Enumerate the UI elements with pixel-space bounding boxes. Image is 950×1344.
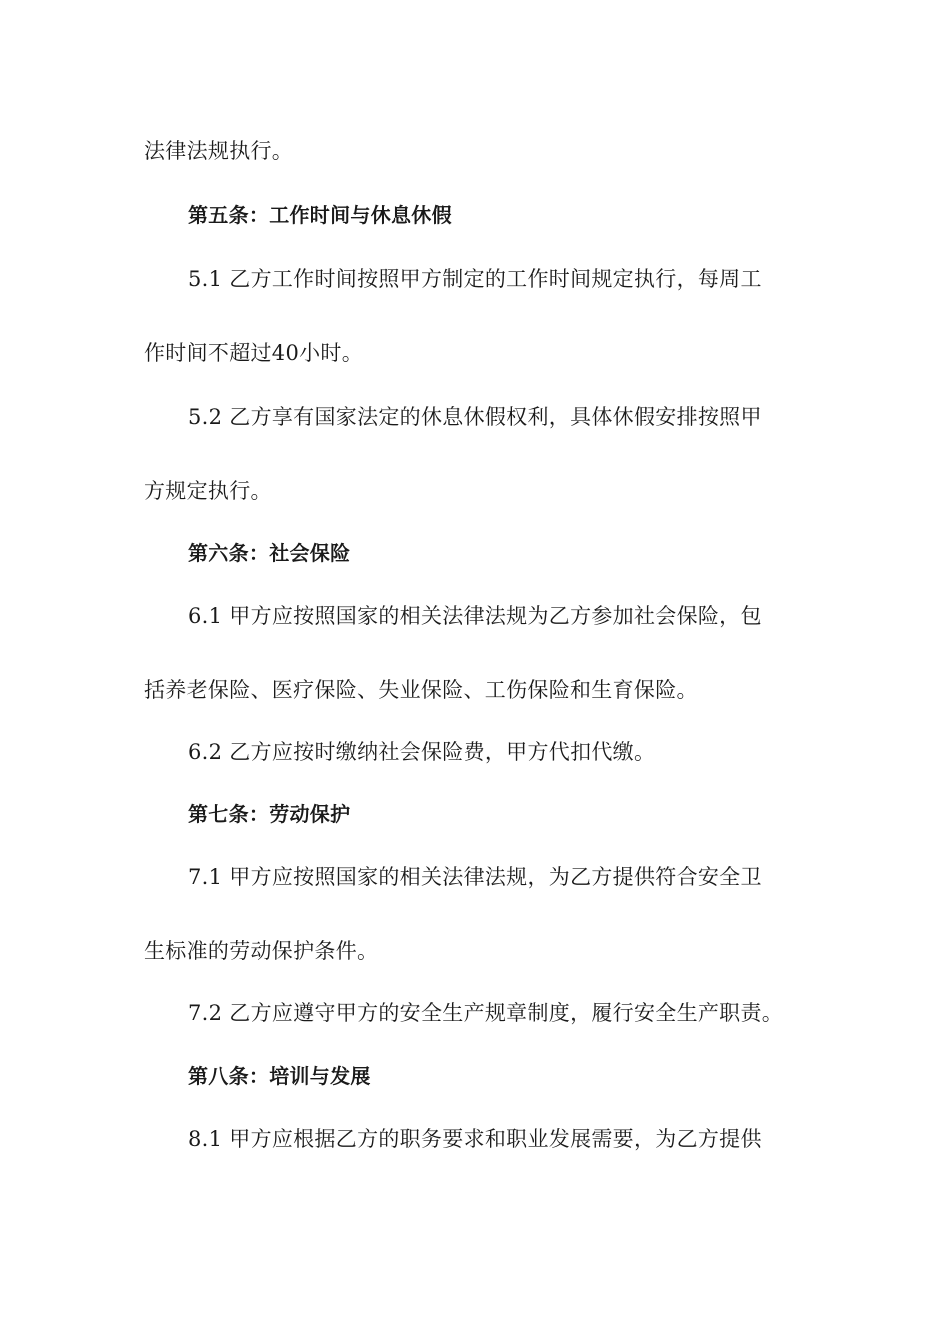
section-heading-article-7: 第七条：劳动保护 xyxy=(188,802,351,826)
clause-7-1-continuation: 生标准的劳动保护条件。 xyxy=(144,939,379,963)
clause-5-1: 5.1 乙方工作时间按照甲方制定的工作时间规定执行，每周工 xyxy=(188,267,762,291)
paragraph-continuation: 法律法规执行。 xyxy=(144,139,294,163)
clause-6-2: 6.2 乙方应按时缴纳社会保险费，甲方代扣代缴。 xyxy=(188,740,656,764)
clause-6-1-continuation: 括养老保险、医疗保险、失业保险、工伤保险和生育保险。 xyxy=(144,678,698,702)
clause-7-1: 7.1 甲方应按照国家的相关法律法规，为乙方提供符合安全卫 xyxy=(188,865,762,889)
clause-8-1: 8.1 甲方应根据乙方的职务要求和职业发展需要，为乙方提供 xyxy=(188,1127,762,1151)
section-heading-article-5: 第五条：工作时间与休息休假 xyxy=(188,203,452,227)
clause-6-1: 6.1 甲方应按照国家的相关法律法规为乙方参加社会保险，包 xyxy=(188,604,762,628)
clause-7-2: 7.2 乙方应遵守甲方的安全生产规章制度，履行安全生产职责。 xyxy=(188,1001,784,1025)
section-heading-article-8: 第八条：培训与发展 xyxy=(188,1064,371,1088)
clause-5-1-continuation: 作时间不超过40小时。 xyxy=(144,341,364,365)
clause-5-2: 5.2 乙方享有国家法定的休息休假权利，具体休假安排按照甲 xyxy=(188,405,762,429)
section-heading-article-6: 第六条：社会保险 xyxy=(188,541,351,565)
clause-5-2-continuation: 方规定执行。 xyxy=(144,479,272,503)
